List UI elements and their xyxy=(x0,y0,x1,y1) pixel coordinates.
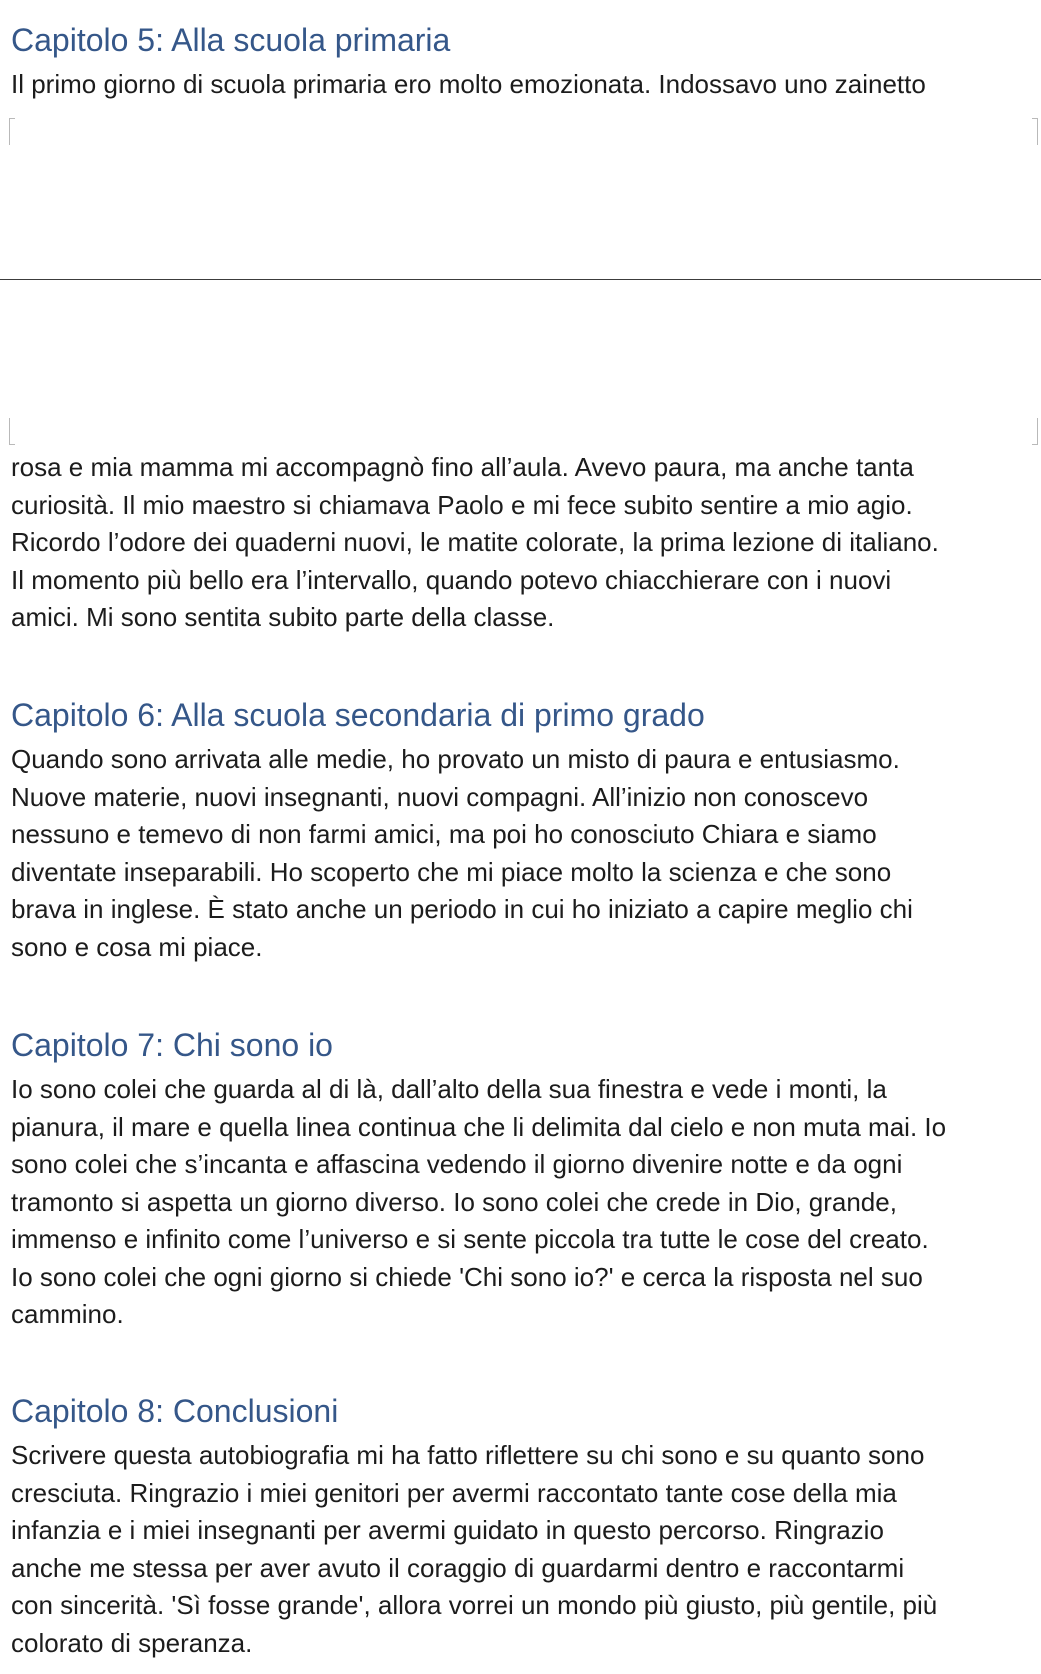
text-line: colorato di speranza. xyxy=(11,1627,253,1658)
chapter-8-title: Capitolo 8: Conclusioni xyxy=(11,1393,339,1429)
text-line: con sincerità. 'Sì fosse grande', allora vorrei un mondo più giusto, più gentile, più xyxy=(11,1590,938,1620)
page-corner-top-right xyxy=(1032,418,1038,445)
text-line: Quando sono arrivata alle medie, ho provato un misto di paura e entusiasmo. xyxy=(11,744,900,774)
page-corner-bottom-right xyxy=(1032,118,1038,145)
chapter-5-paragraph-page-2 xyxy=(11,449,1041,637)
text-line: Scrivere questa autobiografia mi ha fatto riflettere su chi sono e su quanto sono xyxy=(11,1440,925,1470)
chapter-7-title: Capitolo 7: Chi sono io xyxy=(11,1027,333,1063)
text-line: infanzia e i miei insegnanti per avermi guidato in questo percorso. Ringrazio xyxy=(11,1515,884,1545)
text-line: nessuno e temevo di non farmi amici, ma poi ho conosciuto Chiara e siamo xyxy=(11,819,877,849)
text-line: Nuove materie, nuovi insegnanti, nuovi compagni. All’inizio non conoscevo xyxy=(11,781,869,812)
chapter-6-paragraph xyxy=(11,741,1041,966)
chapter-7-paragraph xyxy=(11,1071,1041,1334)
text-line: diventate inseparabili. Ho scoperto che mi piace molto la scienza e che sono xyxy=(11,856,892,887)
text-line: amici. Mi sono sentita subito parte della classe. xyxy=(11,602,555,632)
text-line: Io sono colei che guarda al di là, dall’alto della sua finestra e vede i monti, la xyxy=(11,1074,887,1104)
text-line: Il momento più bello era l’intervallo, quando potevo chiacchierare con i nuovi xyxy=(11,564,892,595)
text-line: curiosità. Il mio maestro si chiamava Paolo e mi fece subito sentire a mio agio. xyxy=(11,489,913,520)
chapter-5-paragraph-page-1 xyxy=(11,66,1041,104)
text-line: anche me stessa per aver avuto il coraggio di guardarmi dentro e raccontarmi xyxy=(11,1552,905,1583)
chapter-8-paragraph xyxy=(11,1437,1041,1662)
text-line: rosa e mia mamma mi accompagnò fino all’aula. Avevo paura, ma anche tanta xyxy=(11,452,914,482)
text-line: Io sono colei che ogni giorno si chiede 'Chi sono io?' e cerca la risposta nel suo xyxy=(11,1261,923,1292)
page-corner-bottom-left xyxy=(9,118,15,145)
chapter-5-title: Capitolo 5: Alla scuola primaria xyxy=(11,22,451,58)
text-line: sono e cosa mi piace. xyxy=(11,931,263,962)
text-line: sono colei che s’incanta e affascina vedendo il giorno divenire notte e da ogni xyxy=(11,1149,903,1179)
text-line: immenso e infinito come l’universo e si sente piccola tra tutte le cose del creato. xyxy=(11,1224,929,1254)
page-divider xyxy=(0,279,1041,280)
text-line: pianura, il mare e quella linea continua che li delimita dal cielo e non muta mai. Io xyxy=(11,1111,947,1142)
page-corner-top-left xyxy=(9,418,15,445)
chapter-6-title: Capitolo 6: Alla scuola secondaria di primo grado xyxy=(11,697,705,733)
text-line: Il primo giorno di scuola primaria ero molto emozionata. Indossavo uno zainetto xyxy=(11,69,926,99)
text-line: cresciuta. Ringrazio i miei genitori per avermi raccontato tante cose della mia xyxy=(11,1477,897,1508)
text-line: cammino. xyxy=(11,1299,124,1329)
text-line: tramonto si aspetta un giorno diverso. Io sono colei che crede in Dio, grande, xyxy=(11,1186,897,1217)
text-line: Ricordo l’odore dei quaderni nuovi, le matite colorate, la prima lezione di italiano. xyxy=(11,527,939,557)
text-line: brava in inglese. È stato anche un periodo in cui ho iniziato a capire meglio chi xyxy=(11,894,913,924)
